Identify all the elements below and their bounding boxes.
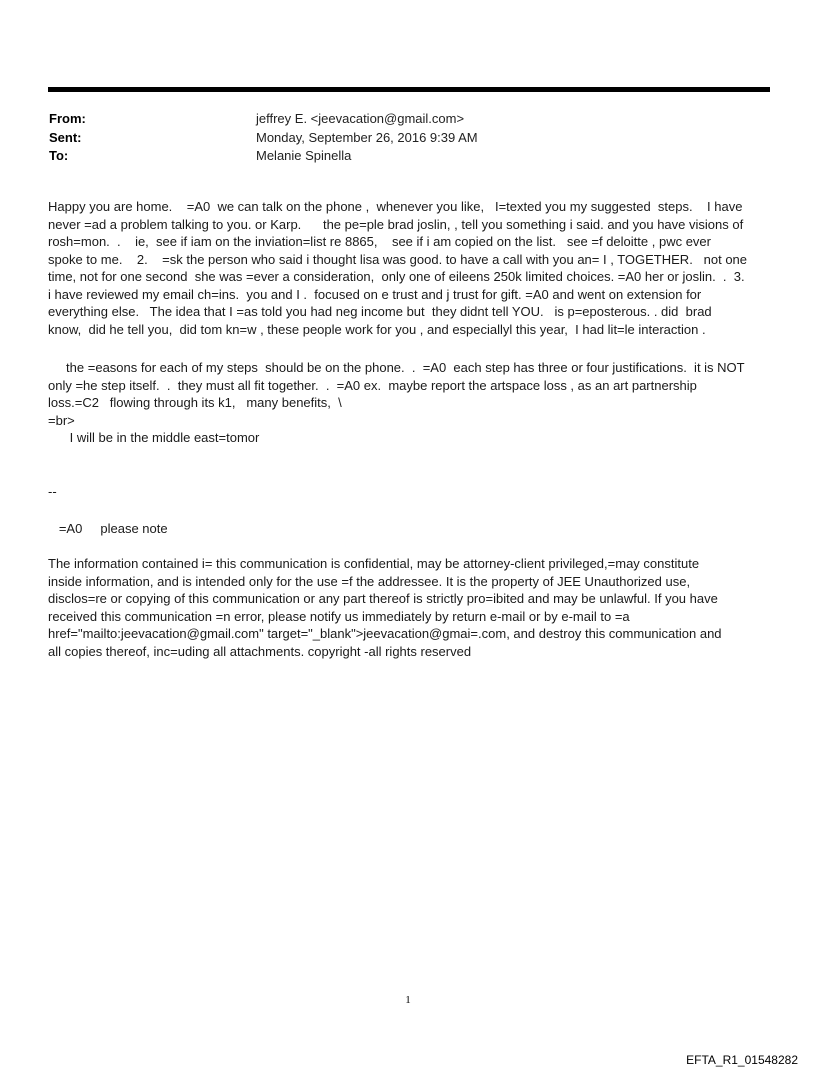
- text-line: loss.=C2 flowing through its k1, many benefits, \: [48, 395, 342, 410]
- text-line: I will be in the middle east=tomor: [48, 430, 260, 445]
- sent-value: Monday, September 26, 2016 9:39 AM: [256, 129, 478, 145]
- text-line: only =he step itself. . they must all fit together. . =A0 ex. maybe report the artspace loss , as an art partnership: [48, 377, 697, 393]
- text-line: --: [48, 484, 57, 499]
- to-value: Melanie Spinella: [256, 148, 352, 163]
- signature-separator: [48, 483, 772, 501]
- page-number: 1: [405, 994, 411, 1006]
- text-line: received this communication =n error, please notify us immediately by return e-mail or by e-mail to =a: [48, 608, 630, 624]
- text-line: everything else. The idea that I =as told you had neg income but they didnt tell YOU. is p=eposterous. . did brad: [48, 304, 712, 319]
- text-line: the =easons for each of my steps should be on the phone. . =A0 each step has three or four justifications. it is NOT: [48, 360, 745, 375]
- text-line: =A0 please note: [48, 521, 168, 536]
- text-line: disclos=re or copying of this communication or any part thereof is strictly pro=ibited and may be unlawful. If you have: [48, 591, 718, 606]
- text-line: i have reviewed my email ch=ins. you and I . focused on e trust and j trust for gift. =A0 and went on extension for: [48, 286, 702, 302]
- text-line: all copies thereof, inc=uding all attachments. copyright -all rights reserved: [48, 643, 472, 659]
- text-line: Happy you are home. =A0 we can talk on the phone , whenever you like, I=texted you my suggested steps. I have: [48, 199, 743, 214]
- text-line: href="mailto:jeevacation@gmail.com" target="_blank">jeevacation@gmai=.com, and destroy this communication and: [48, 626, 722, 641]
- please-note: [48, 520, 772, 538]
- text-line: rosh=mon. . ie, see if iam on the inviation=list re 8865, see if i am copied on the list. see =f deloitte , pwc ever: [48, 234, 711, 249]
- text-line: know, did he tell you, did tom kn=w , these people work for you , and especiallyl this year, I had lit=le interaction .: [48, 321, 706, 337]
- text-line: spoke to me. 2. =sk the person who said i thought lisa was good. to have a call with you an= I , TOGETHER. not one: [48, 251, 748, 267]
- header-divider: [48, 87, 770, 92]
- text-line: The information contained i= this communication is confidential, may be attorney-client privileged,=may constitute: [48, 556, 700, 571]
- confidentiality-disclaimer: [48, 555, 772, 660]
- message-paragraph-2: [48, 359, 772, 447]
- sent-label: Sent:: [49, 129, 82, 145]
- message-paragraph-1: [48, 198, 772, 338]
- text-line: inside information, and is intended only for the use =f the addressee. It is the property of JEE Unauthorized use,: [48, 573, 691, 589]
- text-line: =br>: [48, 412, 75, 428]
- email-header: [49, 110, 478, 166]
- to-label: To:: [49, 148, 69, 163]
- from-label: From:: [49, 111, 86, 126]
- text-line: time, not for one second she was =ever a consideration, only one of eileens 250k limited choices. =A0 her or joslin. . 3.: [48, 269, 745, 284]
- document-id: EFTA_R1_01548282: [686, 1053, 798, 1067]
- from-row: [49, 110, 478, 129]
- from-value: jeffrey E. <jeevacation@gmail.com>: [256, 111, 465, 126]
- to-row: [49, 147, 478, 166]
- text-line: never =ad a problem talking to you. or Karp. the pe=ple brad joslin, , tell you something i said. and you have visions of: [48, 216, 744, 232]
- sent-row: [49, 129, 478, 148]
